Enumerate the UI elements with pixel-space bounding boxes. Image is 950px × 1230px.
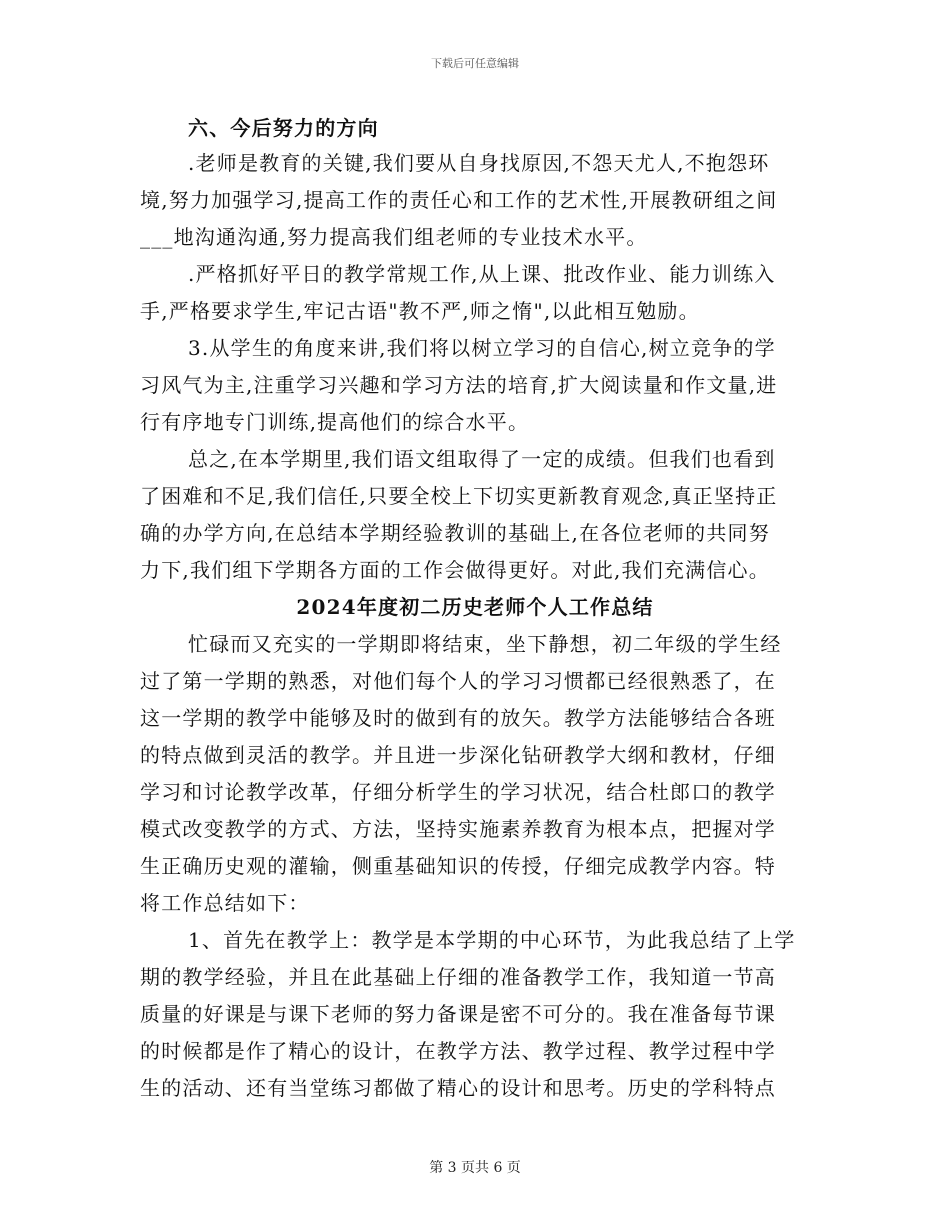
- paragraph-line: 行有序地专门训练,提高他们的综合水平。: [140, 410, 530, 434]
- paragraph-line: 手,严格要求学生,牢记古语"教不严,师之惰",以此相互勉励。: [140, 299, 700, 323]
- paragraph-line: 力下,我们组下学期各方面的工作会做得更好。对此,我们充满信心。: [140, 558, 770, 582]
- paragraph-line: 习风气为主,注重学习兴趣和学习方法的培育,扩大阅读量和作文量,进: [140, 373, 778, 397]
- paragraph-line: .老师是教育的关键,我们要从自身找原因,不怨天尤人,不抱怨环: [188, 151, 770, 175]
- paragraph-line: 的时候都是作了精心的设计，在教学方法、教学过程、教学过程中学: [140, 1039, 776, 1063]
- paragraph-line: 将工作总结如下：: [140, 891, 310, 915]
- paragraph-line: 3.从学生的角度来讲,我们将以树立学习的自信心,树立竞争的学: [188, 336, 776, 360]
- paragraph-line: 总之,在本学期里,我们语文组取得了一定的成绩。但我们也看到: [188, 447, 776, 471]
- paragraph-line: 模式改变教学的方式、方法，坚持实施素养教育为根本点，把握对学: [140, 817, 776, 841]
- paragraph-line: 了困难和不足,我们信任,只要全校上下切实更新教育观念,真正坚持正: [140, 484, 778, 508]
- paragraph-line: ___地沟通沟通,努力提高我们组老师的专业技术水平。: [140, 225, 648, 249]
- section-heading: 六、今后努力的方向: [188, 116, 379, 140]
- page-header: 下载后可任意编辑: [431, 57, 519, 70]
- paragraph-line: 学习和讨论教学改革，仔细分析学生的学习状况，结合杜郎口的教学: [140, 780, 776, 804]
- paragraph-line: 1、首先在教学上：教学是本学期的中心环节，为此我总结了上学: [188, 928, 796, 952]
- paragraph-line: 生正确历史观的灌输，侧重基础知识的传授，仔细完成教学内容。特: [140, 854, 776, 878]
- paragraph-line: 这一学期的教学中能够及时的做到有的放矢。教学方法能够结合各班: [140, 706, 776, 730]
- article-title: 2024年度初二历史老师个人工作总结: [296, 595, 654, 619]
- paragraph-line: 期的教学经验，并且在此基础上仔细的准备教学工作，我知道一节高: [140, 965, 776, 989]
- paragraph-line: .严格抓好平日的教学常规工作,从上课、批改作业、能力训练入: [188, 262, 776, 286]
- paragraph-line: 的特点做到灵活的教学。并且进一步深化钻研教学大纲和教材，仔细: [140, 743, 776, 767]
- paragraph-line: 境,努力加强学习,提高工作的责任心和工作的艺术性,开展教研组之间: [140, 188, 778, 212]
- paragraph-line: 生的活动、还有当堂练习都做了精心的设计和思考。历史的学科特点: [140, 1076, 776, 1100]
- paragraph-line: 确的办学方向,在总结本学期经验教训的基础上,在各位老师的共同努: [140, 521, 770, 545]
- paragraph-line: 忙碌而又充实的一学期即将结束，坐下静想，初二年级的学生经: [188, 632, 782, 656]
- paragraph-line: 过了第一学期的熟悉，对他们每个人的学习习惯都已经很熟悉了，在: [140, 669, 776, 693]
- page-footer: 第 3 页共 6 页: [429, 1160, 521, 1176]
- paragraph-line: 质量的好课是与课下老师的努力备课是密不可分的。我在准备每节课: [140, 1002, 776, 1026]
